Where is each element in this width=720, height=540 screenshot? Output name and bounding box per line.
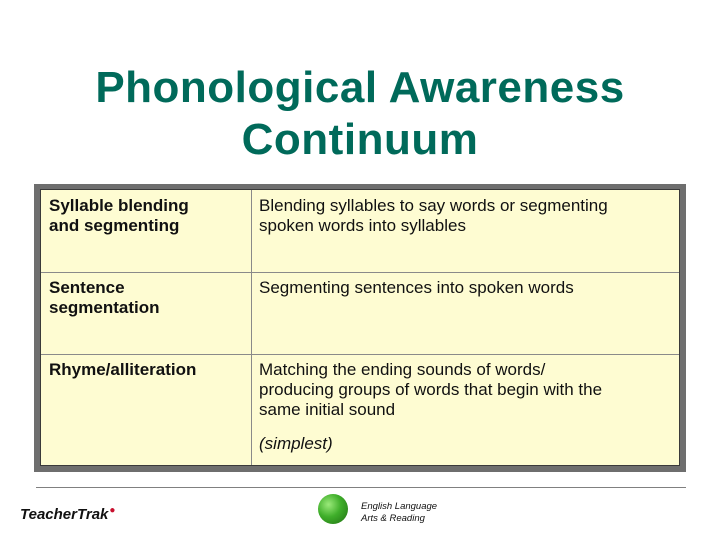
logo-dot-icon: ● <box>109 505 116 516</box>
skill-cell <box>49 196 245 236</box>
table-row <box>41 272 679 355</box>
description-text: Matching the ending sounds of words/ <box>259 360 546 379</box>
description-text: Segmenting sentences into spoken words <box>259 278 574 297</box>
green-ball-icon <box>318 494 348 524</box>
table-row <box>41 354 679 464</box>
table-row <box>41 190 679 273</box>
continuum-table <box>34 184 686 472</box>
skill-cell <box>49 278 245 318</box>
description-text: same initial sound <box>259 400 396 419</box>
table-body <box>40 189 680 466</box>
skill-text: Rhyme/alliteration <box>49 360 197 379</box>
description-cell <box>259 278 674 298</box>
subject-line-2: Arts & Reading <box>361 513 425 524</box>
footer-divider <box>36 487 686 488</box>
teachertrak-logo <box>20 505 115 523</box>
logo-text: TeacherTrak <box>20 506 109 523</box>
simplest-note: (simplest) <box>259 434 333 453</box>
subject-line-1: English Language <box>361 501 438 512</box>
title-line-2: Continuum <box>241 115 479 164</box>
description-cell <box>259 360 674 420</box>
skill-text: Sentence <box>49 278 125 297</box>
title-line-1: Phonological Awareness <box>95 63 625 112</box>
skill-text: segmentation <box>49 298 160 317</box>
description-text: spoken words into syllables <box>259 216 466 235</box>
slide-title <box>40 62 680 166</box>
description-text: Blending syllables to say words or segmenting <box>259 196 608 215</box>
description-text: producing groups of words that begin with the <box>259 380 603 399</box>
skill-cell <box>49 360 245 380</box>
skill-text: Syllable blending <box>49 196 189 215</box>
skill-text: and segmenting <box>49 216 180 235</box>
description-cell <box>259 196 674 236</box>
subject-label <box>361 501 437 525</box>
